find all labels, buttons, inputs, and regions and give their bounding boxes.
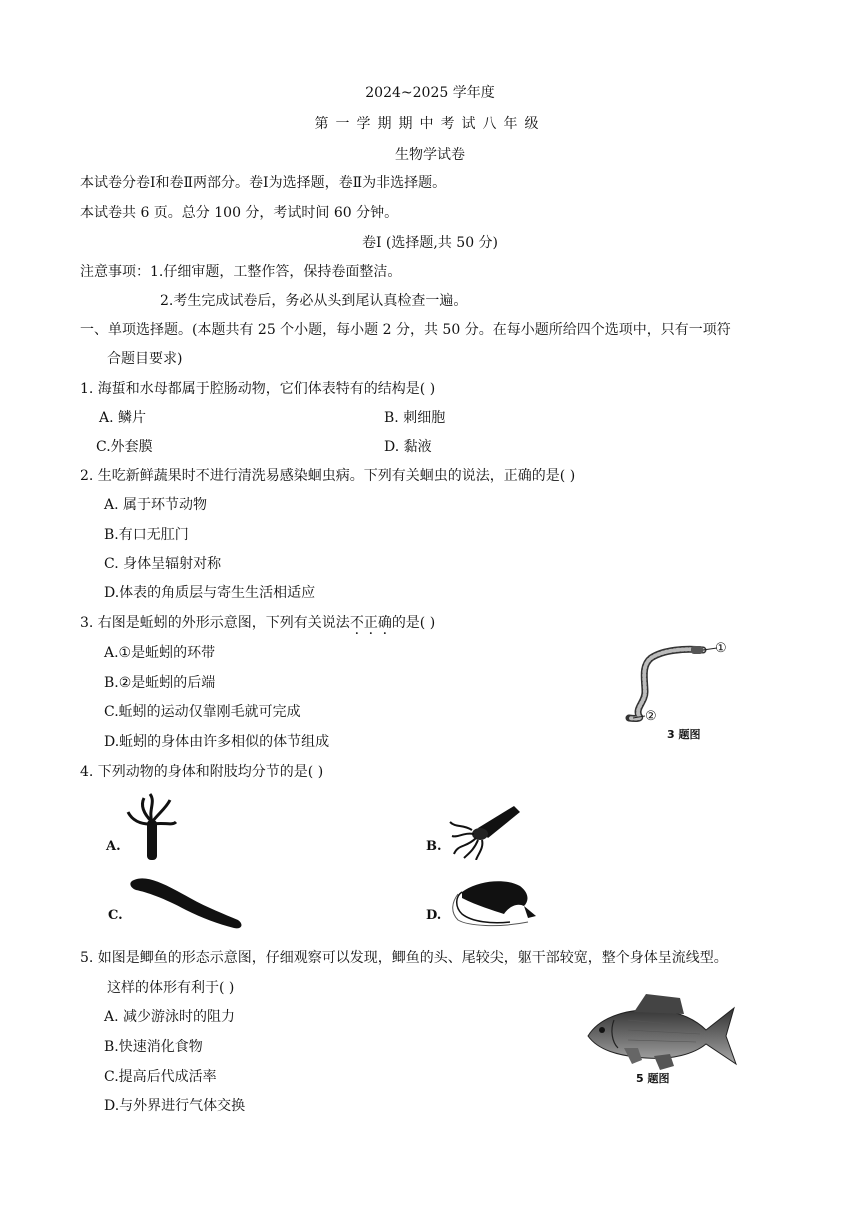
q4-figure-label-b: B. bbox=[426, 839, 442, 854]
q5-stem-line-1: 5. 如图是鲫鱼的形态示意图，仔细观察可以发现，鲫鱼的头、尾较尖，躯干部较宽，整个身体呈流线型。 bbox=[80, 950, 728, 966]
q2-option-b: B.有口无肛门 bbox=[104, 527, 189, 543]
q3-option-c: C.蚯蚓的运动仅靠刚毛就可完成 bbox=[104, 704, 301, 720]
exam-term-title: 第一学期期中考试八年级 bbox=[314, 116, 546, 132]
notes-line-1: 注意事项：1.仔细审题，工整作答，保持卷面整洁。 bbox=[80, 264, 402, 280]
clitellum-mark bbox=[691, 646, 703, 654]
q3-stem-pre: 3. 右图是蚯蚓的外形示意图，下列有关说法 bbox=[80, 615, 350, 631]
q1-option-c: C.外套膜 bbox=[96, 439, 153, 455]
q3-figure-caption: 3 题图 bbox=[667, 728, 701, 741]
q3-emph-char-1: 不 bbox=[349, 615, 364, 631]
section-title: 卷Ⅰ (选择题,共 50 分) bbox=[361, 235, 499, 251]
earthworm-label-1: ① bbox=[715, 641, 727, 656]
q3-option-d: D.蚯蚓的身体由许多相似的体节组成 bbox=[104, 734, 330, 750]
q1-stem: 1. 海蜇和水母都属于腔肠动物，它们体表特有的结构是( ) bbox=[80, 381, 436, 397]
q3-stem-post: 的是( ) bbox=[391, 615, 436, 631]
q3-stem bbox=[80, 614, 435, 632]
q5-option-a: A. 减少游泳时的阻力 bbox=[104, 1009, 236, 1025]
q5-option-b: B.快速消化食物 bbox=[104, 1039, 203, 1055]
hydra-drawing bbox=[120, 792, 180, 862]
notes-line-2: 2.考生完成试卷后，务必从头到尾认真检查一遍。 bbox=[160, 293, 468, 309]
shrimp-drawing bbox=[448, 872, 538, 928]
q4-figure bbox=[100, 792, 540, 932]
fish-drawing bbox=[584, 990, 740, 1074]
exam-year: 2024~2025 学年度 bbox=[365, 85, 495, 101]
q3-emph-char-2: 正 bbox=[363, 615, 378, 631]
q2-stem: 2. 生吃新鲜蔬果时不进行清洗易感染蛔虫病。下列有关蛔虫的说法，正确的是( ) bbox=[80, 468, 576, 484]
q4-stem: 4. 下列动物的身体和附肢均分节的是( ) bbox=[80, 764, 324, 780]
q2-option-a: A. 属于环节动物 bbox=[104, 497, 208, 513]
q5-stem-line-2: 这样的体形有利于( ) bbox=[107, 980, 235, 996]
leech-drawing bbox=[128, 872, 248, 932]
q1-option-a: A. 鳞片 bbox=[99, 410, 147, 426]
q5-option-d: D.与外界进行气体交换 bbox=[104, 1098, 246, 1114]
crucian-carp-figure bbox=[584, 990, 740, 1090]
exam-subject-title: 生物学试卷 bbox=[395, 147, 465, 163]
q3-option-b: B.②是蚯蚓的后端 bbox=[104, 675, 216, 691]
earthworm-label-2: ② bbox=[645, 709, 657, 724]
intro-line-2: 本试卷共 6 页。总分 100 分，考试时间 60 分钟。 bbox=[80, 205, 399, 221]
q3-option-a: A.①是蚯蚓的环带 bbox=[104, 645, 216, 661]
q5-figure-caption: 5 题图 bbox=[636, 1072, 670, 1085]
q4-figure-label-a: A. bbox=[106, 839, 121, 854]
q3-emph-char-3: 确 bbox=[377, 615, 392, 631]
q2-option-c: C. 身体呈辐射对称 bbox=[104, 556, 222, 572]
part1-heading-line-2: 合题目要求) bbox=[107, 351, 183, 367]
part1-heading-line-1: 一、单项选择题。(本题共有 25 个小题，每小题 2 分，共 50 分。在每小题所给四个选项中，只有一项符 bbox=[80, 322, 731, 338]
earthworm-figure bbox=[615, 636, 745, 746]
q1-option-b: B. 刺细胞 bbox=[384, 410, 446, 426]
q4-figure-label-c: C. bbox=[108, 908, 123, 923]
q2-option-d: D.体表的角质层与寄生生活相适应 bbox=[104, 585, 316, 601]
squid-drawing bbox=[448, 798, 528, 860]
q1-option-d: D. 黏液 bbox=[384, 439, 432, 455]
q5-option-c: C.提高后代成活率 bbox=[104, 1069, 217, 1085]
q4-figure-label-d: D. bbox=[426, 908, 442, 923]
intro-line-1: 本试卷分卷Ⅰ和卷Ⅱ两部分。卷Ⅰ为选择题，卷Ⅱ为非选择题。 bbox=[80, 175, 447, 191]
